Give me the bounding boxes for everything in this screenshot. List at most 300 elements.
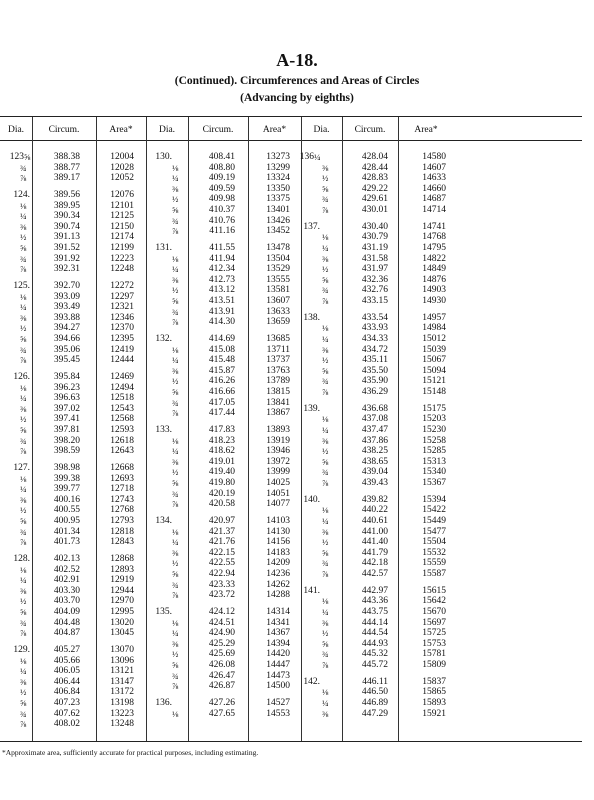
- area-cell: 13946: [266, 446, 290, 457]
- area-cell: 12693: [110, 473, 134, 484]
- area-cell: 12199: [110, 243, 134, 253]
- fraction-cell: ⅞: [322, 569, 329, 579]
- fraction-cell: ¾: [322, 649, 329, 660]
- circumference-cell: 417.44: [208, 408, 235, 419]
- circumference-cell: 393.88: [53, 312, 80, 323]
- area-cell: 15587: [422, 569, 446, 579]
- circumference-cell: 397.81: [53, 425, 80, 435]
- circumference-cell: 415.08: [208, 344, 235, 355]
- fraction-cell: ¾: [20, 526, 27, 537]
- circumference-cell: 424.51: [208, 617, 235, 628]
- diameter-cell: 140.: [303, 494, 320, 505]
- fraction-cell: ⅝: [20, 425, 27, 435]
- fraction-cell: ¼: [322, 698, 329, 708]
- area-cell: 13555: [266, 274, 290, 285]
- circumference-cell: 430.79: [361, 232, 388, 243]
- area-cell: 14314: [266, 607, 290, 617]
- area-cell: 12618: [110, 435, 134, 446]
- fraction-cell: ⅞: [20, 628, 27, 639]
- area-cell: 15725: [422, 628, 446, 639]
- circumference-cell: 446.11: [362, 676, 388, 687]
- fraction-cell: ⅝: [172, 387, 179, 397]
- circumference-cell: 444.14: [361, 617, 388, 628]
- circumference-cell: 416.26: [208, 376, 235, 387]
- area-cell: 14903: [422, 285, 446, 296]
- fraction-cell: ⅞: [172, 681, 179, 692]
- circumference-cell: 388.38: [53, 152, 80, 162]
- fraction-cell: ⅝: [322, 547, 329, 558]
- header-area: Area*: [414, 125, 438, 135]
- circumference-cell: 431.58: [361, 253, 388, 264]
- circumference-cell: 420.58: [208, 499, 235, 510]
- circumference-cell: 423.72: [208, 590, 235, 601]
- circumference-cell: 429.61: [361, 194, 388, 205]
- area-cell: 12419: [110, 344, 134, 355]
- table-bottom-rule: [0, 741, 582, 742]
- circumference-cell: 444.93: [361, 638, 388, 649]
- fraction-cell: ⅜: [322, 526, 329, 537]
- circumference-cell: 413.12: [208, 285, 235, 296]
- circumference-cell: 407.23: [53, 698, 80, 708]
- circumference-cell: 404.87: [53, 628, 80, 639]
- circumference-cell: 433.93: [361, 323, 388, 334]
- diameter-cell: 126.: [13, 372, 30, 382]
- diameter-cell: 127.: [13, 463, 30, 473]
- panel-divider: [146, 117, 147, 741]
- area-cell: 14156: [266, 537, 290, 548]
- circumference-cell: 439.82: [361, 494, 388, 505]
- area-cell: 12076: [110, 190, 134, 200]
- area-cell: 13248: [110, 719, 134, 730]
- area-cell: 14822: [422, 253, 446, 264]
- fraction-cell: ⅞: [20, 173, 27, 184]
- fraction-cell: ⅝: [20, 607, 27, 617]
- area-cell: 15809: [422, 660, 446, 670]
- area-cell: 13581: [266, 285, 290, 296]
- area-cell: 12768: [110, 505, 134, 516]
- fraction-cell: ⅛: [322, 414, 329, 425]
- area-cell: 13999: [266, 467, 290, 478]
- circumference-cell: 416.66: [208, 387, 235, 397]
- area-cell: 13147: [110, 676, 134, 687]
- fraction-cell: ⅛: [20, 382, 27, 393]
- circumference-cell: 423.33: [208, 579, 235, 590]
- area-cell: 13096: [110, 655, 134, 666]
- fraction-cell: ⅜: [20, 676, 27, 687]
- header-dia: Dia.: [313, 125, 330, 135]
- circumference-cell: 398.98: [53, 463, 80, 473]
- area-cell: 12125: [110, 211, 134, 222]
- area-cell: 15203: [422, 414, 446, 425]
- area-cell: 15340: [422, 467, 446, 478]
- table-subtitle: (Continued). Circumferences and Areas of Circles: [174, 75, 420, 87]
- circumference-cell: 430.01: [361, 205, 388, 215]
- area-cell: 12297: [110, 291, 134, 302]
- fraction-cell: ⅝: [322, 638, 329, 649]
- fraction-cell: ⅛: [322, 232, 329, 243]
- circumference-cell: 433.54: [361, 312, 388, 323]
- fraction-cell: ¾: [322, 376, 329, 387]
- circumference-cell: 395.45: [53, 355, 80, 366]
- diameter-cell: 136.: [155, 698, 172, 708]
- circumference-cell: 434.33: [361, 334, 388, 344]
- fraction-cell: ⅝: [322, 365, 329, 376]
- circumference-cell: 430.40: [361, 221, 388, 232]
- circumference-cell: 408.02: [53, 719, 80, 730]
- circumference-cell: 400.55: [53, 505, 80, 516]
- area-cell: 15094: [422, 365, 446, 376]
- fraction-cell: ⅜: [322, 708, 329, 719]
- fraction-cell: ¼: [322, 243, 329, 253]
- fraction-cell: ⅜: [172, 456, 179, 467]
- area-cell: 12543: [110, 403, 134, 414]
- area-cell: 13198: [110, 698, 134, 708]
- fraction-cell: ¾: [172, 306, 179, 317]
- diameter-cell: 134.: [155, 516, 172, 526]
- circumference-cell: 442.57: [361, 569, 388, 579]
- circumference-cell: 400.95: [53, 516, 80, 526]
- circumference-cell: 412.73: [208, 274, 235, 285]
- circumference-cell: 401.73: [53, 537, 80, 548]
- area-cell: 12395: [110, 334, 134, 344]
- circumference-cell: 443.75: [361, 607, 388, 617]
- circumference-cell: 429.22: [361, 183, 388, 194]
- circumference-cell: 408.41: [208, 152, 235, 162]
- circumference-cell: 414.30: [208, 317, 235, 328]
- area-cell: 14500: [266, 681, 290, 692]
- circumference-cell: 403.70: [53, 596, 80, 607]
- area-cell: 12101: [110, 200, 134, 211]
- fraction-cell: ⅞: [20, 446, 27, 457]
- fraction-cell: ⅛: [322, 323, 329, 334]
- area-cell: 13711: [266, 344, 290, 355]
- area-cell: 13529: [266, 264, 290, 275]
- diameter-cell: 128.: [13, 554, 30, 564]
- area-cell: 12150: [110, 221, 134, 232]
- column-divider: [342, 117, 343, 741]
- area-cell: 13299: [266, 162, 290, 173]
- diameter-cell: 141.: [303, 585, 320, 596]
- area-cell: 14183: [266, 547, 290, 558]
- circumference-cell: 415.48: [208, 355, 235, 366]
- fraction-cell: ⅞: [172, 226, 179, 237]
- fraction-cell: ¾: [322, 558, 329, 569]
- area-cell: 12052: [110, 173, 134, 184]
- fraction-cell: ⅛: [172, 708, 179, 719]
- circumference-cell: 428.44: [361, 162, 388, 173]
- area-cell: 14262: [266, 579, 290, 590]
- fraction-cell: ½: [172, 194, 179, 205]
- circumference-cell: 419.80: [208, 478, 235, 488]
- fraction-cell: ⅝: [172, 205, 179, 215]
- diameter-cell: 142.: [303, 676, 320, 687]
- area-cell: 12843: [110, 537, 134, 548]
- fraction-cell: ⅝: [24, 152, 31, 162]
- circumference-cell: 392.70: [53, 281, 80, 291]
- area-cell: 12919: [110, 575, 134, 586]
- area-cell: 12346: [110, 312, 134, 323]
- area-cell: 12370: [110, 323, 134, 334]
- area-cell: 15121: [422, 376, 446, 387]
- area-cell: 13478: [266, 243, 290, 253]
- fraction-cell: ⅜: [20, 585, 27, 596]
- fraction-cell: ⅛: [20, 473, 27, 484]
- area-cell: 13324: [266, 173, 290, 184]
- fraction-cell: ¾: [172, 397, 179, 408]
- circumference-cell: 407.62: [53, 708, 80, 719]
- area-cell: 12004: [110, 152, 134, 162]
- area-cell: 15781: [422, 649, 446, 660]
- circumference-cell: 444.54: [361, 628, 388, 639]
- fraction-cell: ¾: [20, 708, 27, 719]
- area-cell: 12028: [110, 162, 134, 173]
- area-cell: 14130: [266, 526, 290, 537]
- fraction-cell: ¾: [322, 194, 329, 205]
- circumference-cell: 428.83: [361, 173, 388, 184]
- area-cell: 14288: [266, 590, 290, 601]
- area-cell: 13841: [266, 397, 290, 408]
- circumference-cell: 427.65: [208, 708, 235, 719]
- area-cell: 12743: [110, 494, 134, 505]
- area-cell: 15697: [422, 617, 446, 628]
- circumference-cell: 428.04: [361, 152, 388, 162]
- circumference-cell: 414.69: [208, 334, 235, 344]
- area-cell: 14741: [422, 221, 446, 232]
- fraction-cell: ⅝: [20, 516, 27, 526]
- circumference-cell: 439.04: [361, 467, 388, 478]
- circumference-cell: 413.51: [208, 296, 235, 306]
- circumference-cell: 400.16: [53, 494, 80, 505]
- area-cell: 14553: [266, 708, 290, 719]
- fraction-cell: ¾: [20, 162, 27, 173]
- fraction-cell: ⅜: [172, 183, 179, 194]
- circumference-cell: 445.32: [361, 649, 388, 660]
- circumference-cell: 389.95: [53, 200, 80, 211]
- circumference-cell: 391.13: [53, 232, 80, 243]
- fraction-cell: ¾: [172, 488, 179, 499]
- diameter-cell: 131.: [155, 243, 172, 253]
- area-cell: 14367: [266, 628, 290, 639]
- fraction-cell: ¼: [322, 516, 329, 526]
- area-cell: 12494: [110, 382, 134, 393]
- area-cell: 14768: [422, 232, 446, 243]
- area-cell: 12893: [110, 564, 134, 575]
- area-cell: 13401: [266, 205, 290, 215]
- circumference-cell: 439.43: [361, 478, 388, 488]
- fraction-cell: ⅞: [20, 264, 27, 275]
- circumference-cell: 406.44: [53, 676, 80, 687]
- circumference-cell: 409.98: [208, 194, 235, 205]
- circumference-cell: 442.18: [361, 558, 388, 569]
- area-cell: 12518: [110, 393, 134, 404]
- area-cell: 12970: [110, 596, 134, 607]
- fraction-cell: ¼: [172, 355, 179, 366]
- fraction-cell: ¼: [314, 152, 321, 162]
- fraction-cell: ¼: [322, 334, 329, 344]
- fraction-cell: ⅜: [322, 344, 329, 355]
- fraction-cell: ⅞: [322, 205, 329, 215]
- diameter-cell: 133.: [155, 425, 172, 435]
- fraction-cell: ⅜: [322, 617, 329, 628]
- area-cell: 12444: [110, 355, 134, 366]
- circumference-cell: 391.52: [53, 243, 80, 253]
- circumference-cell: 421.76: [208, 537, 235, 548]
- fraction-cell: ⅝: [322, 274, 329, 285]
- area-cell: 12668: [110, 463, 134, 473]
- circumference-cell: 404.48: [53, 617, 80, 628]
- fraction-cell: ⅜: [20, 221, 27, 232]
- fraction-cell: ⅞: [172, 499, 179, 510]
- column-divider: [32, 117, 33, 741]
- fraction-cell: ¾: [172, 579, 179, 590]
- fraction-cell: ½: [172, 376, 179, 387]
- circumference-cell: 409.19: [208, 173, 235, 184]
- area-cell: 15893: [422, 698, 446, 708]
- area-cell: 12818: [110, 526, 134, 537]
- fraction-cell: ⅞: [20, 719, 27, 730]
- fraction-cell: ⅝: [322, 456, 329, 467]
- area-cell: 14795: [422, 243, 446, 253]
- area-cell: 13919: [266, 435, 290, 446]
- area-cell: 15532: [422, 547, 446, 558]
- area-cell: 14849: [422, 264, 446, 275]
- diameter-cell: 135.: [155, 607, 172, 617]
- diameter-cell: 123: [9, 152, 24, 162]
- area-cell: 13121: [110, 666, 134, 677]
- circumference-cell: 441.40: [361, 537, 388, 548]
- area-cell: 14209: [266, 558, 290, 569]
- area-cell: 13607: [266, 296, 290, 306]
- area-cell: 12568: [110, 414, 134, 425]
- circumference-cell: 396.23: [53, 382, 80, 393]
- fraction-cell: ⅞: [322, 660, 329, 670]
- fraction-cell: ⅛: [322, 596, 329, 607]
- fraction-cell: ½: [20, 505, 27, 516]
- diameter-cell: 132.: [155, 334, 172, 344]
- area-cell: 14420: [266, 649, 290, 660]
- circumference-cell: 421.37: [208, 526, 235, 537]
- fraction-cell: ⅝: [172, 660, 179, 670]
- circumference-cell: 388.77: [53, 162, 80, 173]
- fraction-cell: ½: [20, 323, 27, 334]
- circumference-cell: 442.97: [361, 585, 388, 596]
- circumference-cell: 422.94: [208, 569, 235, 579]
- area-cell: 12793: [110, 516, 134, 526]
- circumference-cell: 390.74: [53, 221, 80, 232]
- fraction-cell: ⅛: [172, 253, 179, 264]
- circumference-cell: 395.06: [53, 344, 80, 355]
- circumference-cell: 397.41: [53, 414, 80, 425]
- area-cell: 15313: [422, 456, 446, 467]
- fraction-cell: ¼: [172, 628, 179, 639]
- circumference-cell: 440.22: [361, 505, 388, 516]
- circumference-cell: 392.31: [53, 264, 80, 275]
- circumference-cell: 404.09: [53, 607, 80, 617]
- fraction-cell: ½: [20, 596, 27, 607]
- area-cell: 12868: [110, 554, 134, 564]
- circumference-cell: 424.90: [208, 628, 235, 639]
- circumference-cell: 441.79: [361, 547, 388, 558]
- area-cell: 12321: [110, 302, 134, 313]
- circumference-cell: 411.55: [209, 243, 235, 253]
- fraction-cell: ⅝: [172, 296, 179, 306]
- circumference-cell: 418.23: [208, 435, 235, 446]
- circumference-cell: 432.36: [361, 274, 388, 285]
- fraction-cell: ¼: [20, 484, 27, 495]
- panel-divider: [301, 117, 302, 741]
- circumference-cell: 426.87: [208, 681, 235, 692]
- circumference-cell: 431.97: [361, 264, 388, 275]
- fraction-cell: ⅝: [322, 183, 329, 194]
- fraction-cell: ¼: [322, 425, 329, 435]
- area-cell: 14957: [422, 312, 446, 323]
- circumference-cell: 437.47: [361, 425, 388, 435]
- table-subtitle-note: (Advancing by eighths): [240, 92, 354, 104]
- area-cell: 15422: [422, 505, 446, 516]
- circumference-cell: 401.34: [53, 526, 80, 537]
- area-cell: 15670: [422, 607, 446, 617]
- fraction-cell: ⅛: [20, 655, 27, 666]
- fraction-cell: ⅛: [172, 617, 179, 628]
- area-cell: 14051: [266, 488, 290, 499]
- area-cell: 15559: [422, 558, 446, 569]
- area-cell: 14876: [422, 274, 446, 285]
- area-cell: 13633: [266, 306, 290, 317]
- circumference-cell: 438.25: [361, 446, 388, 457]
- circumference-cell: 410.76: [208, 215, 235, 226]
- circumference-cell: 420.19: [208, 488, 235, 499]
- area-cell: 12593: [110, 425, 134, 435]
- area-cell: 15921: [422, 708, 446, 719]
- fraction-cell: ⅛: [172, 526, 179, 537]
- area-cell: 13893: [266, 425, 290, 435]
- area-cell: 13659: [266, 317, 290, 328]
- circumference-cell: 446.89: [361, 698, 388, 708]
- circumference-cell: 406.84: [53, 687, 80, 698]
- area-cell: 14025: [266, 478, 290, 488]
- circumference-cell: 426.08: [208, 660, 235, 670]
- circumference-cell: 437.08: [361, 414, 388, 425]
- area-cell: 13763: [266, 365, 290, 376]
- circumference-cell: 435.50: [361, 365, 388, 376]
- circumference-cell: 441.00: [361, 526, 388, 537]
- circumference-cell: 390.34: [53, 211, 80, 222]
- circumference-cell: 417.83: [208, 425, 235, 435]
- fraction-cell: ⅝: [172, 569, 179, 579]
- area-cell: 15285: [422, 446, 446, 457]
- fraction-cell: ⅜: [172, 638, 179, 649]
- circumference-cell: 422.15: [208, 547, 235, 558]
- fraction-cell: ¼: [20, 393, 27, 404]
- circumference-cell: 411.94: [209, 253, 235, 264]
- area-cell: 12174: [110, 232, 134, 243]
- area-cell: 14236: [266, 569, 290, 579]
- fraction-cell: ⅜: [20, 312, 27, 323]
- fraction-cell: ⅛: [172, 162, 179, 173]
- table-top-rule: [0, 116, 582, 117]
- fraction-cell: ½: [322, 628, 329, 639]
- fraction-cell: ½: [172, 649, 179, 660]
- fraction-cell: ¼: [20, 666, 27, 677]
- fraction-cell: ⅞: [322, 478, 329, 488]
- area-cell: 15067: [422, 355, 446, 366]
- fraction-cell: ½: [322, 537, 329, 548]
- fraction-cell: ½: [20, 687, 27, 698]
- circumference-cell: 445.72: [361, 660, 388, 670]
- fraction-cell: ⅛: [20, 564, 27, 575]
- fraction-cell: ⅜: [322, 162, 329, 173]
- fraction-cell: ½: [172, 467, 179, 478]
